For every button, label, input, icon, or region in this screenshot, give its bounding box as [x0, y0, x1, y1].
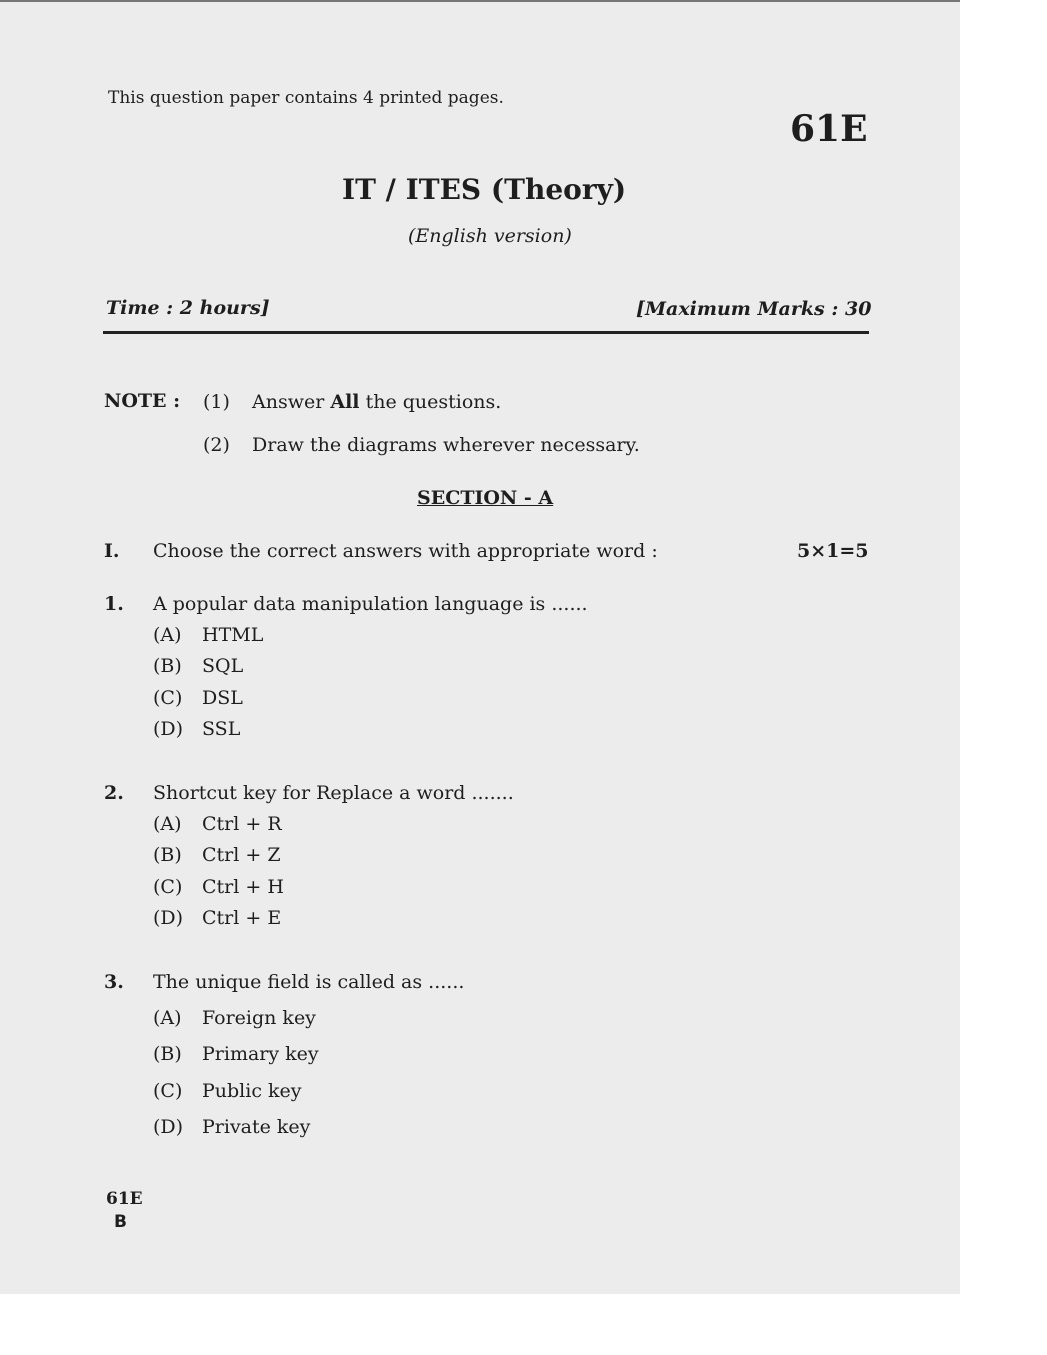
option-label: (D) [153, 718, 184, 740]
option-text: Ctrl + E [202, 907, 282, 929]
question-text: Shortcut key for Replace a word ....... [153, 782, 514, 804]
option-text: SQL [202, 655, 244, 677]
option-label: (B) [153, 655, 182, 677]
note-label: NOTE : [104, 390, 181, 412]
version-label: (English version) [408, 225, 572, 247]
part-instruction: Choose the correct answers with appropriate word : [153, 540, 658, 562]
option-label: (C) [153, 1080, 183, 1102]
option-label: (C) [153, 876, 183, 898]
paper-title: IT / ITES (Theory) [342, 173, 627, 206]
note-text-2: Draw the diagrams wherever necessary. [252, 434, 640, 456]
paper-code: 61E [790, 108, 868, 150]
option-text: Ctrl + H [202, 876, 284, 898]
option-text: Ctrl + R [202, 813, 282, 835]
option-label: (C) [153, 687, 183, 709]
option-label: (A) [153, 1007, 182, 1029]
section-title: SECTION - A [417, 487, 554, 509]
question-text: A popular data manipulation language is ...... [153, 593, 588, 615]
note-num-2: (2) [203, 434, 230, 456]
note-text-1: Answer All the questions. [252, 391, 502, 413]
option-text: DSL [202, 687, 243, 709]
question-number: 1. [104, 593, 124, 615]
option-text: Public key [202, 1080, 302, 1102]
option-label: (B) [153, 844, 182, 866]
note-num-1: (1) [203, 391, 230, 413]
pages-note: This question paper contains 4 printed pages. [108, 88, 504, 108]
footer-code: 61E [106, 1189, 143, 1209]
part-marks: 5×1=5 [797, 540, 869, 562]
option-label: (D) [153, 1116, 184, 1138]
max-marks-label: [Maximum Marks : 30 [636, 298, 872, 320]
option-text: SSL [202, 718, 241, 740]
option-label: (B) [153, 1043, 182, 1065]
option-label: (D) [153, 907, 184, 929]
option-label: (A) [153, 624, 182, 646]
option-text: HTML [202, 624, 264, 646]
question-text: The unique field is called as ...... [153, 971, 465, 993]
question-number: 3. [104, 971, 124, 993]
option-text: Foreign key [202, 1007, 316, 1029]
footer-set: B [114, 1212, 127, 1232]
part-number: I. [104, 540, 120, 562]
question-number: 2. [104, 782, 124, 804]
option-label: (A) [153, 813, 182, 835]
option-text: Primary key [202, 1043, 319, 1065]
time-label: Time : 2 hours] [106, 297, 270, 319]
option-text: Private key [202, 1116, 311, 1138]
option-text: Ctrl + Z [202, 844, 281, 866]
header-rule [103, 331, 869, 334]
